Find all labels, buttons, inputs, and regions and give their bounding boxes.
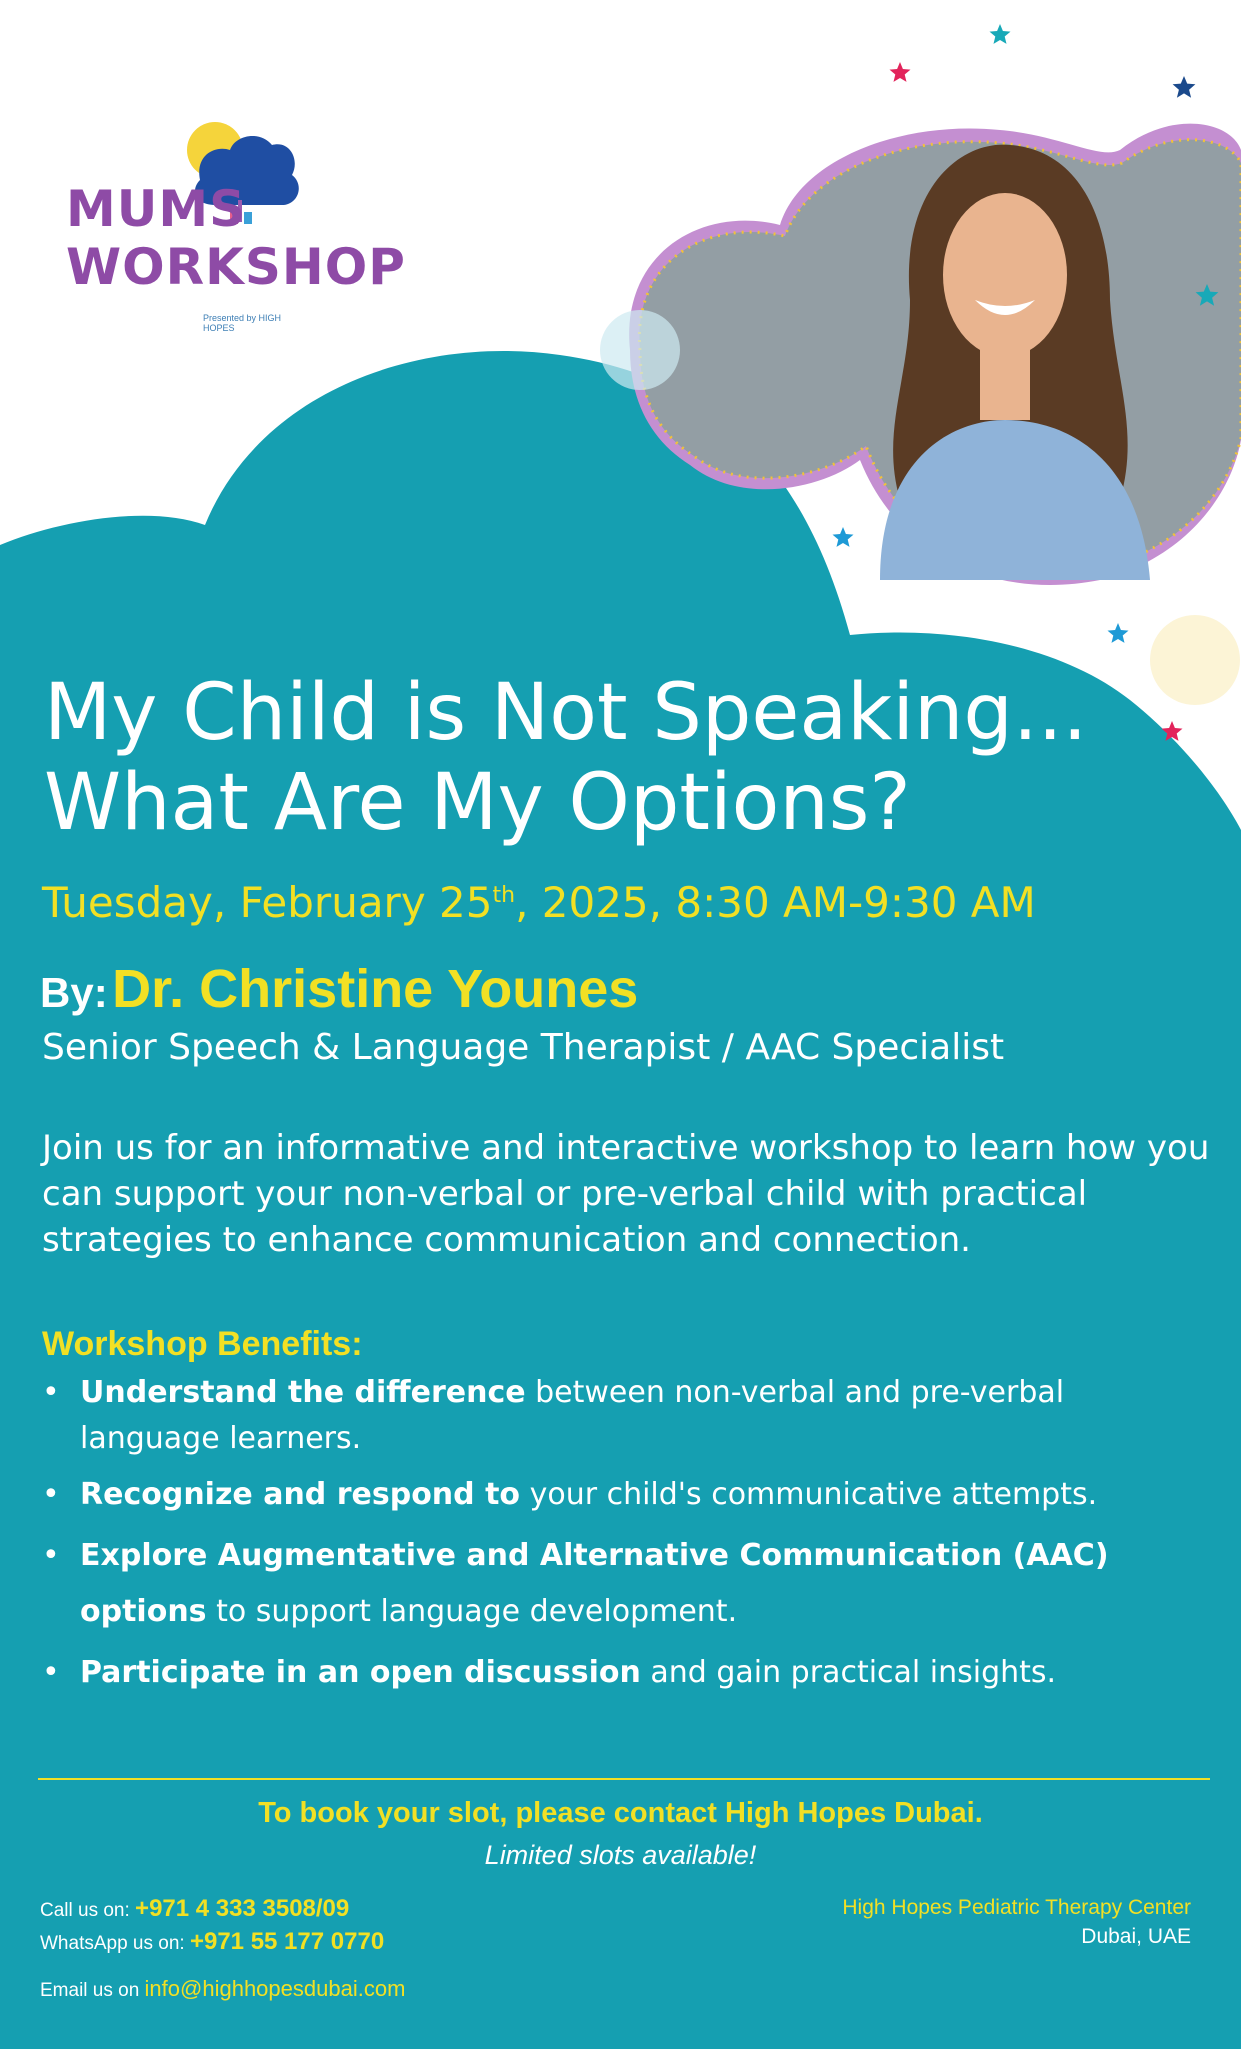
pale-blue-circle xyxy=(600,310,680,390)
benefit-text: your child's communicative attempts. xyxy=(520,1477,1098,1512)
star-icon xyxy=(1173,76,1196,98)
booking-cta: To book your slot, please contact High Hopes Dubai. xyxy=(258,1797,983,1829)
benefit-bold: Participate in an open discussion xyxy=(80,1655,641,1690)
email-line xyxy=(40,1976,405,2002)
whatsapp-phone-link[interactable]: +971 55 177 0770 xyxy=(189,1928,385,1955)
event-date xyxy=(42,878,1036,927)
benefits-list xyxy=(42,1370,1212,1706)
logo-presented-by: Presented by HIGH HOPES xyxy=(203,313,282,333)
benefits-heading: Workshop Benefits: xyxy=(42,1325,363,1363)
call-label: Call us on: xyxy=(40,1900,136,1921)
limited-slots-note: Limited slots available! xyxy=(484,1840,757,1870)
star-icon xyxy=(1108,623,1129,643)
date-prefix: Tuesday, February 25 xyxy=(42,878,493,927)
star-icon xyxy=(833,527,854,547)
speaker-byline xyxy=(40,958,638,1020)
call-phone-link[interactable]: +971 4 333 3508/09 xyxy=(135,1895,350,1922)
page-title xyxy=(44,668,1194,848)
whatsapp-line xyxy=(40,1928,384,1956)
benefit-bold: Explore Augmentative and Alternative Communication (AAC) options xyxy=(80,1538,1109,1629)
whatsapp-label: WhatsApp us on: xyxy=(40,1933,190,1954)
speaker-role: Senior Speech & Language Therapist / AAC Specialist xyxy=(42,1027,1005,1068)
center-name: High Hopes Pediatric Therapy Center xyxy=(842,1896,1191,1919)
email-label: Email us on xyxy=(40,1980,145,2001)
intro-paragraph: Join us for an informative and interactive workshop to learn how you can support your non-verbal or pre-verbal child with practical strategies to enhance communication and connection. xyxy=(42,1128,1210,1260)
benefit-item xyxy=(42,1370,1212,1462)
title-line-2: What Are My Options? xyxy=(44,758,911,848)
email-link[interactable]: info@highhopesdubai.com xyxy=(144,1976,406,2001)
footer-divider xyxy=(38,1778,1210,1780)
benefit-text: and gain practical insights. xyxy=(640,1655,1057,1690)
benefit-item xyxy=(42,1472,1212,1518)
title-line-1: My Child is Not Speaking... xyxy=(44,668,1088,758)
star-icon xyxy=(990,24,1011,44)
logo-word-workshop: WORKSHOP xyxy=(66,238,406,296)
benefit-bold: Recognize and respond to xyxy=(80,1477,521,1512)
benefit-item xyxy=(42,1650,1212,1696)
date-rest: , 2025, 8:30 AM-9:30 AM xyxy=(515,878,1036,927)
date-ordinal: th xyxy=(492,883,516,908)
star-icon xyxy=(890,62,911,82)
speaker-name: Dr. Christine Younes xyxy=(112,959,639,1019)
benefit-item xyxy=(42,1528,1212,1640)
call-line xyxy=(40,1895,349,1923)
benefit-text: to support language development. xyxy=(206,1594,738,1629)
mums-workshop-logo xyxy=(58,108,406,333)
benefit-text: between non-verbal and pre-verbal language learners. xyxy=(80,1375,1065,1456)
by-label: By: xyxy=(40,969,108,1016)
center-city: Dubai, UAE xyxy=(1081,1925,1191,1948)
logo-word-mums: MUMS xyxy=(66,180,247,238)
benefit-bold: Understand the difference xyxy=(80,1375,526,1410)
